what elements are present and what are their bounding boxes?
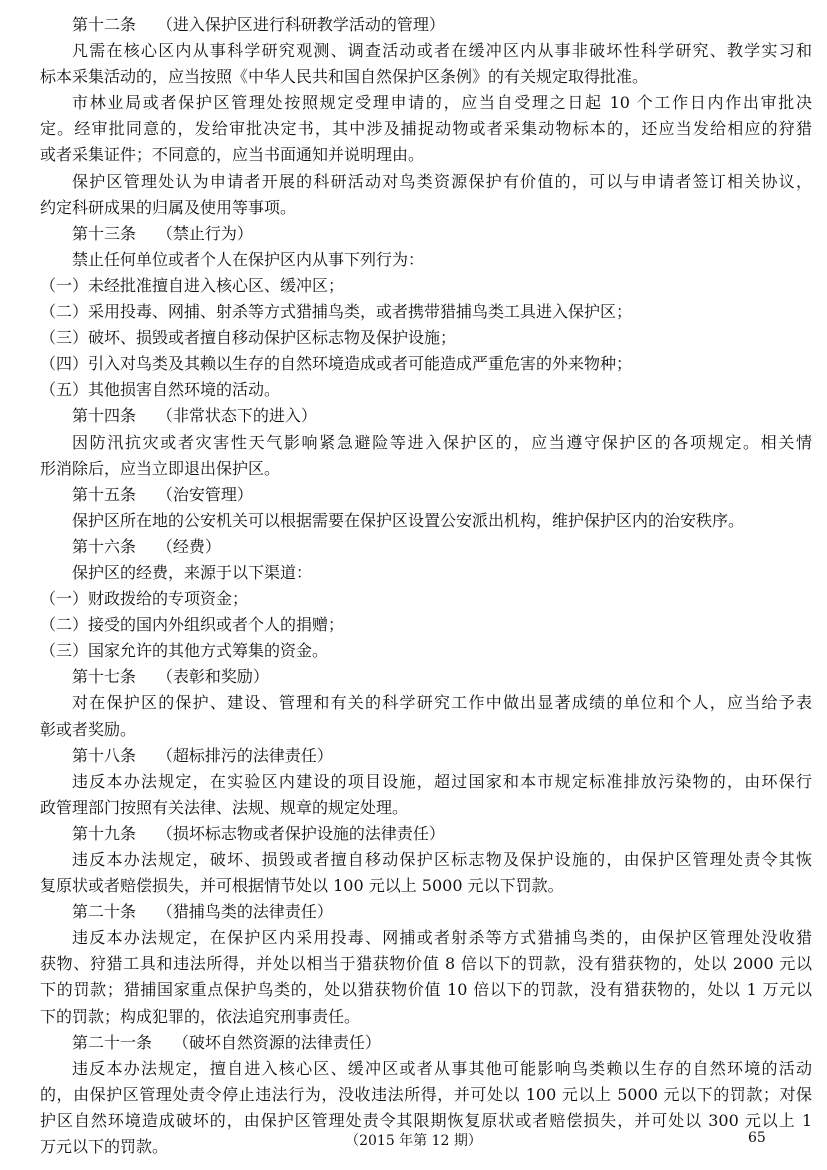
article-title: （经费） — [156, 536, 221, 556]
paragraph — [40, 690, 812, 742]
article-number: 第十二条 — [72, 15, 137, 34]
list-item: （二）接受的国内外组织或者个人的捐赠； — [40, 615, 345, 635]
text-line: 政管理部门按照有关法律、法规、规章的规定处理。 — [40, 797, 409, 817]
text-line: 复原状或者赔偿损失，并可根据情节处以 100 元以上 5000 元以下罚款。 — [40, 876, 564, 896]
article-title: （禁止行为） — [156, 223, 253, 243]
paragraph — [40, 169, 812, 221]
article-title: （破坏自然资源的法律责任） — [172, 1032, 381, 1052]
article-number: 第十三条 — [72, 223, 137, 243]
paragraph — [40, 508, 812, 534]
text-line: 市林业局或者保护区管理处按照规定受理申请的，应当自受理之日起 10 个工作日内作出审批决 — [72, 93, 812, 113]
article-heading — [40, 221, 812, 247]
text-line: 凡需在核心区内从事科学研究观测、调查活动或者在缓冲区内从事非破坏性科学研究、教学实习和 — [72, 41, 812, 61]
text-line: 违反本办法规定，擅自进入核心区、缓冲区或者从事其他可能影响鸟类赖以生存的自然环境的活动 — [72, 1058, 812, 1078]
text-line: 保护区管理处认为申请者开展的科研活动对鸟类资源保护有价值的，可以与申请者签订相关协议， — [72, 171, 812, 191]
article-number: 第二十一条 — [72, 1032, 153, 1052]
text-line: 违反本办法规定，在实验区内建设的项目设施，超过国家和本市规定标准排放污染物的，由环保行 — [72, 771, 812, 791]
text-line: 违反本办法规定，在保护区内采用投毒、网捕或者射杀等方式猎捕鸟类的，由保护区管理处没收猎 — [72, 928, 812, 948]
text-line: 形消除后，应当立即退出保护区。 — [40, 458, 281, 478]
paragraph — [40, 925, 812, 1029]
list-item: （三）破坏、损毁或者擅自移动保护区标志物及保护设施； — [40, 328, 457, 348]
paragraph — [40, 90, 812, 168]
article-title: （猎捕鸟类的法律责任） — [156, 902, 333, 922]
list-item: （三）国家允许的其他方式筹集的资金。 — [40, 641, 329, 661]
list-item: （五）其他损害自然环境的活动。 — [40, 380, 281, 400]
text-line: 保护区所在地的公安机关可以根据需要在保护区设置公安派出机构，维护保护区内的治安秩序。 — [72, 510, 745, 530]
list-item: （四）引入对鸟类及其赖以生存的自然环境造成或者可能造成严重危害的外来物种； — [40, 354, 633, 374]
article-heading — [40, 821, 812, 847]
text-line: 对在保护区的保护、建设、管理和有关的科学研究工作中做出显著成绩的单位和个人，应当给予表 — [72, 693, 812, 713]
page-footer — [0, 1130, 827, 1154]
page-number: 65 — [748, 1130, 766, 1146]
text-line: 或者采集证件；不同意的，应当书面通知并说明理由。 — [40, 145, 425, 165]
text-line: 下的罚款；猎捕国家重点保护鸟类的，处以猎获物价值 10 倍以下的罚款，没有猎获物的，处以 1 万元以 — [40, 980, 812, 1000]
article-heading — [40, 12, 812, 38]
text-line: 的，由保护区管理处责令停止违法行为，没收违法所得，并可处以 100 元以上 5000 元以下的罚款；对保 — [40, 1084, 812, 1104]
article-heading — [40, 482, 812, 508]
text-line: 约定科研成果的归属及使用等事项。 — [40, 197, 297, 217]
article-title: （非常状态下的进入） — [156, 406, 317, 426]
article-number: 第十四条 — [72, 406, 137, 426]
article-heading — [40, 743, 812, 769]
text-line: 因防汛抗灾或者灾害性天气影响紧急避险等进入保护区的，应当遵守保护区的各项规定。相关情 — [72, 432, 812, 452]
article-title: （进入保护区进行科研教学活动的管理） — [156, 15, 445, 34]
paragraph — [40, 38, 812, 90]
article-heading — [40, 899, 812, 925]
article-title: （治安管理） — [156, 484, 253, 504]
text-line: 护区自然环境造成破坏的，由保护区管理处责令其限期恢复原状或者赔偿损失，并可处以 300 元以上 1 — [40, 1110, 812, 1130]
text-line: 禁止任何单位或者个人在保护区内从事下列行为： — [72, 249, 425, 269]
paragraph — [40, 769, 812, 821]
article-number: 第十七条 — [72, 667, 137, 687]
article-heading — [40, 1030, 812, 1056]
article-heading — [40, 664, 812, 690]
article-title: （超标排污的法律责任） — [156, 745, 333, 765]
article-number: 第十八条 — [72, 745, 137, 765]
issue-label: （2015 年第 12 期） — [345, 1133, 482, 1149]
list-item: （二）采用投毒、网捕、射杀等方式猎捕鸟类，或者携带猎捕鸟类工具进入保护区； — [40, 302, 633, 322]
text-line: 获物、狩猎工具和违法所得，并处以相当于猎获物价值 8 倍以下的罚款，没有猎获物的，处以 2000 元以 — [40, 954, 812, 974]
text-line: 定。经审批同意的，发给审批决定书，其中涉及捕捉动物或者采集动物标本的，还应当发给相应的狩猎 — [40, 119, 812, 139]
list-item: （一）财政拨给的专项资金； — [40, 589, 249, 609]
document-body — [40, 12, 812, 1160]
text-line: 万元以下的罚款。 — [40, 1137, 169, 1157]
text-line: 下的罚款；构成犯罪的，依法追究刑事责任。 — [40, 1006, 361, 1026]
article-number: 第十五条 — [72, 484, 137, 504]
text-line: 标本采集活动的，应当按照《中华人民共和国自然保护区条例》的有关规定取得批准。 — [40, 67, 649, 87]
article-heading — [40, 403, 812, 429]
paragraph — [40, 560, 812, 586]
article-number: 第二十条 — [72, 902, 137, 922]
article-number: 第十九条 — [72, 823, 137, 843]
article-title: （表彰和奖励） — [156, 667, 269, 687]
paragraph — [40, 430, 812, 482]
paragraph — [40, 847, 812, 899]
article-number: 第十六条 — [72, 536, 137, 556]
list-item: （一）未经批准擅自进入核心区、缓冲区； — [40, 275, 345, 295]
text-line: 彰或者奖励。 — [40, 719, 137, 739]
article-heading — [40, 534, 812, 560]
article-title: （损坏标志物或者保护设施的法律责任） — [156, 823, 445, 843]
text-line: 违反本办法规定，破坏、损毁或者擅自移动保护区标志物及保护设施的，由保护区管理处责令其恢 — [72, 850, 812, 869]
text-line: 保护区的经费，来源于以下渠道： — [72, 562, 313, 582]
paragraph — [40, 247, 812, 273]
